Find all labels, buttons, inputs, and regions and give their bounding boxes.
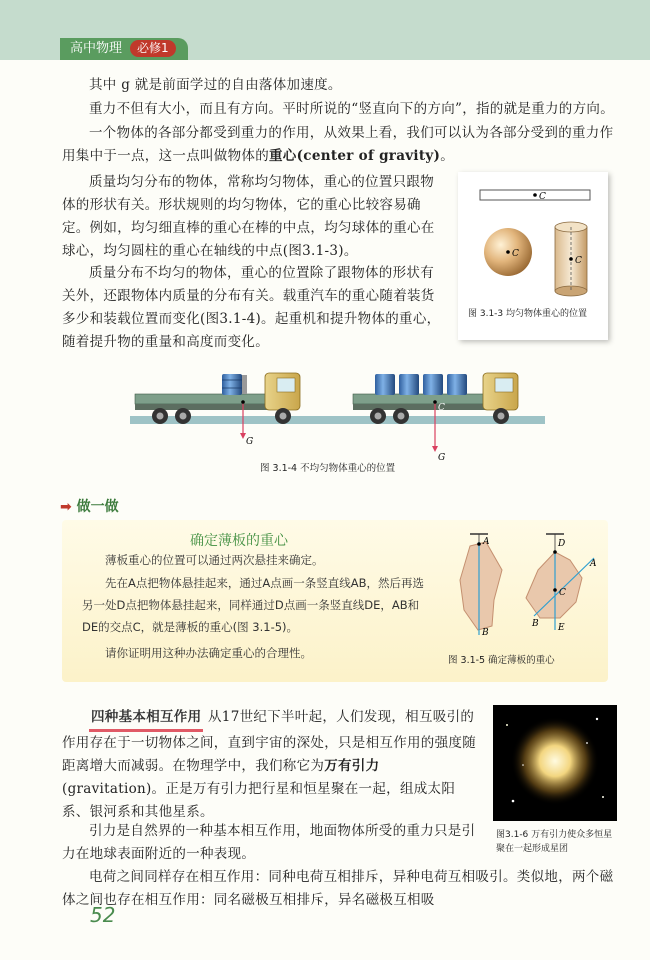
figure-3-1-6-caption: 图3.1-6 万有引力使众多恒星聚在一起形成星团 [496, 830, 613, 854]
activity-title [60, 496, 119, 516]
plate-1-label-a: A [483, 537, 490, 547]
section-paragraph-1-end: (gravitation)。正是万有引力把行星和恒星聚在一起，组成太阳系、银河系和其他星系。 [62, 781, 456, 820]
cylinder-label-c: C [575, 256, 582, 266]
term-en: (center of gravity) [296, 148, 441, 164]
plate-1 [460, 534, 502, 638]
section-title-forces: 四种基本相互作用 [89, 706, 203, 732]
figure-3-1-5-caption: 图 3.1-5 确定薄板的重心 [448, 655, 555, 666]
star-cluster-image [493, 705, 617, 821]
ground-strip [130, 416, 545, 424]
term-gravitation: 万有引力 [324, 758, 380, 774]
term-center-of-gravity: 重心 [269, 148, 297, 164]
truck-1 [135, 373, 300, 447]
plate-2-label-e: E [558, 623, 565, 633]
rod-label-c: C [539, 192, 546, 202]
plate-1-label-b: B [482, 628, 489, 638]
page-number: 52 [90, 903, 116, 927]
plate-2-label-d: D [558, 539, 566, 549]
plate-2-label-b: B [532, 619, 539, 629]
book-title-tab [60, 38, 188, 60]
activity-heading: 确定薄板的重心 [190, 533, 288, 549]
paragraph-3-text: 一个物体的各部分都受到重力的作用，从效果上看，我们可以认为各部分受到的重力作用集中于一点，这一点叫做物体的 [62, 125, 614, 164]
book-title: 高中物理 [70, 41, 123, 56]
activity-paragraph-1: 薄板重心的位置可以通过两次悬挂来确定。 [105, 553, 324, 567]
truck-2-label-c: C [438, 403, 445, 413]
paragraph-3-end: 。 [440, 148, 455, 164]
section-paragraph-1-text: 从17世纪下半叶起，人们发现，相互吸引的作用存在于一切物体之间，直到宇宙的深处，只是相互作用的强度随距离增大而减弱。在物理学中，我们称它为 [62, 709, 476, 774]
section-paragraph-2: 引力是自然界的一种基本相互作用，地面物体所受的重力只是引力在地球表面附近的一种表现。 [62, 823, 476, 862]
figure-3-1-5-plates [442, 530, 610, 650]
figure-3-1-4-caption: 图 3.1-4 不均匀物体重心的位置 [260, 463, 396, 474]
paragraph-4: 质量均匀分布的物体，常称均匀物体，重心的位置只跟物体的形状有关。形状规则的均匀物体，它的重心比较容易确定。例如，均匀细直棒的重心在棒的中点，均匀球体的重心在球心，均匀圆柱的重心在轴线的中点(图3.1-3)。 [62, 174, 435, 259]
figure-3-1-3-caption: 图 3.1-3 均匀物体重心的位置 [468, 309, 588, 319]
plate-2 [526, 534, 597, 633]
activity-title-text: 做一做 [76, 499, 119, 515]
sphere-label-c: C [512, 249, 519, 259]
plate-2-label-c: C [559, 588, 566, 598]
section-paragraph-1 [62, 706, 482, 824]
figure-3-1-3 [458, 172, 608, 340]
activity-paragraph-3: 请你证明用这种办法确定重心的合理性。 [105, 646, 312, 660]
truck-2-label-g: G [438, 453, 446, 463]
page-header [0, 0, 650, 60]
paragraph-5: 质量分布不均匀的物体，重心的位置除了跟物体的形状有关外，还跟物体内质量的分布有关。载重汽车的重心随着装货多少和装载位置而变化(图3.1-4)。起重机和提升物体的重心，随着提升物的重量和高度而变化。 [62, 265, 441, 350]
paragraph-1: 其中 g 就是前面学过的自由落体加速度。 [89, 77, 342, 93]
arrow-right-icon: ➡ [60, 499, 72, 515]
activity-paragraph-2: 先在A点把物体悬挂起来，通过A点画一条竖直线AB，然后再选另一处D点把物体悬挂起来，同样通过D点画一条竖直线DE，AB和DE的交点C，就是薄板的重心(图 3.1-5)。 [82, 576, 424, 634]
paragraph-3 [62, 122, 622, 168]
plate-2-label-a: A [590, 559, 597, 569]
figure-3-1-6-star-cluster [493, 705, 617, 821]
paragraph-2: 重力不但有大小，而且有方向。平时所说的“竖直向下的方向”，指的就是重力的方向。 [89, 101, 615, 117]
truck-1-label-g: G [246, 437, 254, 447]
volume-badge: 必修1 [130, 40, 176, 57]
figure-3-1-4-trucks [125, 360, 545, 470]
section-paragraph-3: 电荷之间同样存在相互作用：同种电荷互相排斥，异种电荷互相吸引。类似地，两个磁体之间也存在相互作用：同名磁极互相排斥，异名磁极互相吸 [62, 869, 614, 908]
